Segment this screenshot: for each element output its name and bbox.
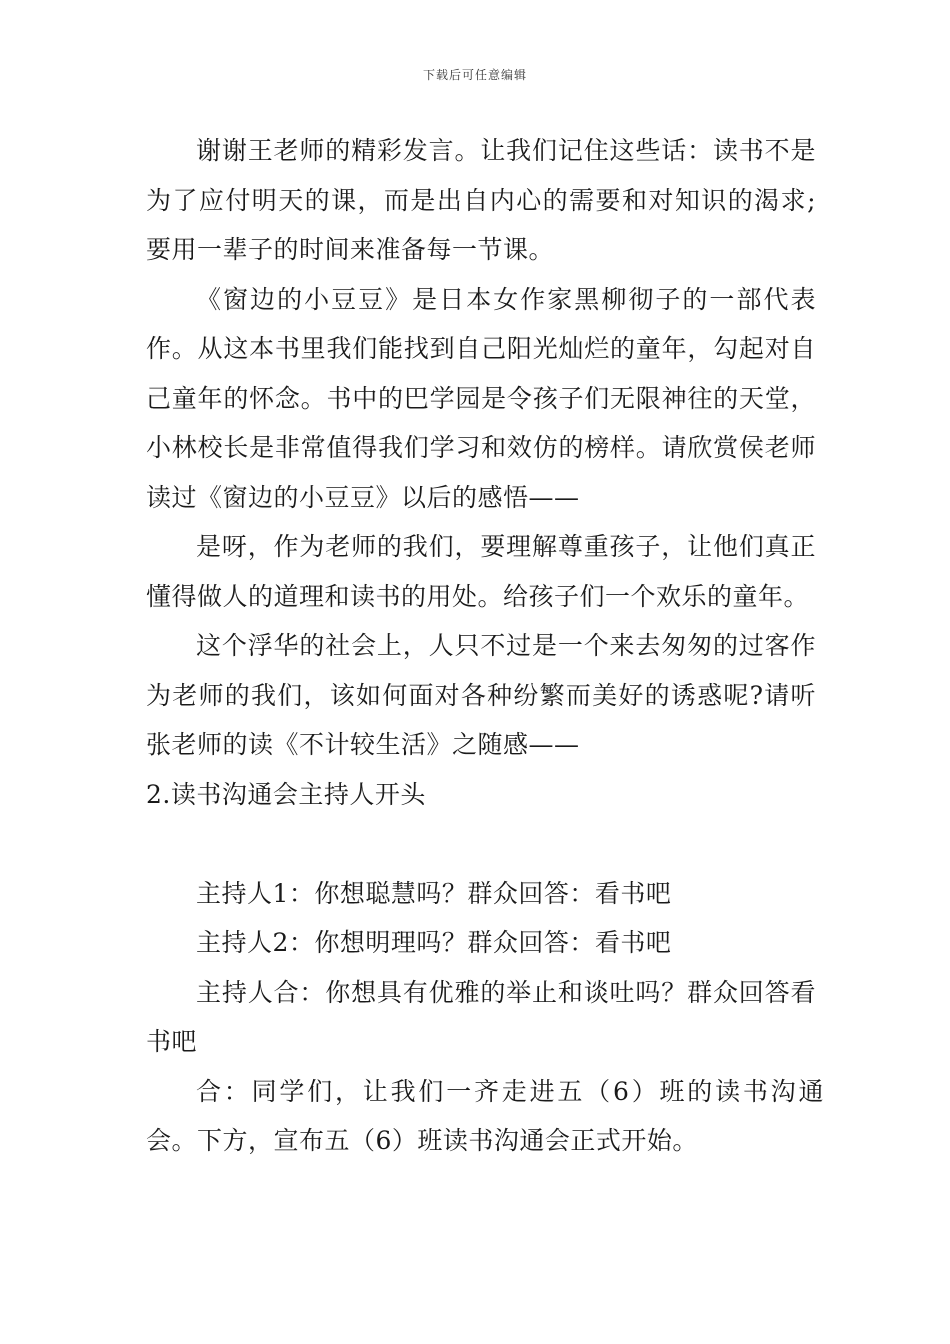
paragraph-hosts-together: 主持人合：你想具有优雅的举止和谈吐吗？群众回答看书吧 [146,977,816,1056]
paragraph-host-1: 主持人1：你想聪慧吗？群众回答：看书吧 [196,878,672,908]
blank-line [146,819,816,869]
paragraph-host-2: 主持人2：你想明理吗？群众回答：看书吧 [196,928,672,957]
paragraph-closing-remarks: 谢谢王老师的精彩发言。让我们记住这些话：读书不是为了应付明天的课，而是出自内心的需要和对知识的渴求;要用一辈子的时间来准备每一节课。 [146,136,816,264]
header-note: 下载后可任意编辑 [422,68,527,82]
document-body [146,126,824,1166]
paragraph-society-reflection: 这个浮华的社会上，人只不过是一个来去匆匆的过客作为老师的我们，该如何面对各种纷繁而美好的诱惑呢?请听张老师的读《不计较生活》之随感—— [146,631,816,759]
paragraph-book-introduction: 《窗边的小豆豆》是日本女作家黑柳彻子的一部代表作。从这本书里我们能找到自己阳光灿烂的童年，勾起对自己童年的怀念。书中的巴学园是令孩子们无限神往的天堂，小林校长是非常值得我们学习和效仿的榜样。请欣赏侯老师读过《窗边的小豆豆》以后的感悟—— [146,284,816,512]
paragraph-respect-children: 是呀，作为老师的我们，要理解尊重孩子，让他们真正懂得做人的道理和读书的用处。给孩子们一个欢乐的童年。 [146,532,816,611]
paragraph-opening-announcement: 合：同学们，让我们一齐走进五（6）班的读书沟通会。下方，宣布五（6）班读书沟通会正式开始。 [146,1076,824,1155]
section-heading: 2.读书沟通会主持人开头 [146,779,426,809]
